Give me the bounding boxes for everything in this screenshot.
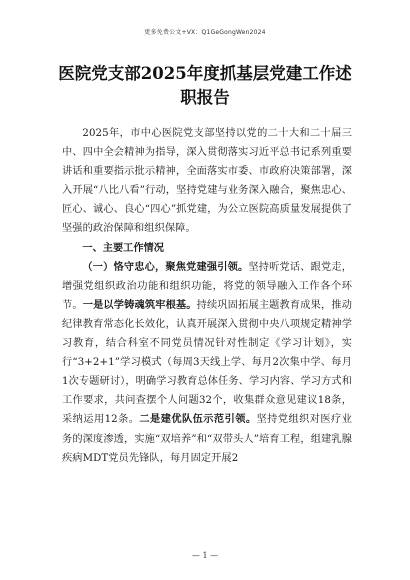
sub-section-paragraph: [62, 258, 352, 468]
title-line-1: 医院党支部2025年度抓基层党建工作述: [58, 64, 352, 83]
page-number: — 1 —: [191, 551, 219, 560]
document-body: [62, 124, 352, 468]
sub-heading: （一）恪守忠心，聚焦党建强引领。: [82, 261, 249, 273]
sub-text-3: 坚持党组织对医疗业务的深度渗透，实施“双培养”和“双带头人”培育工程，组建乳腺疾病MDT党员先锋队，每月固定开展2: [62, 414, 352, 464]
sub-text-1: 坚持听党话、跟党走，增强党组织政治功能和组织功能，将党的领导融入工作各个环节。: [62, 261, 352, 311]
lead-2: 二是建优队伍示范引领。: [139, 414, 257, 426]
lead-1: 一是以学铸魂筑牢根基。: [82, 299, 197, 311]
document-title: [40, 62, 370, 110]
header-note: 更多免费公文+VX：Q1GeGongWen2024: [144, 29, 266, 36]
section-heading: 一、主要工作情况: [82, 242, 164, 254]
sub-text-2: 持续巩固拓展主题教育成果，推动纪律教育常态化长效化，认真开展深入贯彻中央八项规定精神学习教育，结合科室不同党员情况针对性制定《学习计划》，实行“3+2+1”学习模式（每周3天线上学、每月2次集中学、每月1次专题研讨），明确学习教育总体任务、学习内容、学习方式和工作要求，共问查摆个人问题32个，收集群众意见建议18条，采纳运用12条。: [62, 299, 352, 426]
intro-paragraph: 2025年，市中心医院党支部坚持以党的二十大和二十届三中、四中全会精神为指导，深入贯彻落实习近平总书记系列重要讲话和重要指示批示精神，全面落实市委、市政府决策部署，深入开展“八比八看”行动，坚持党建与业务深入融合，聚焦忠心、匠心、诚心、良心“四心”抓党建，为公立医院高质量发展提供了坚强的政治保障和组织保障。: [62, 128, 352, 235]
title-line-2: 职报告: [180, 88, 230, 107]
